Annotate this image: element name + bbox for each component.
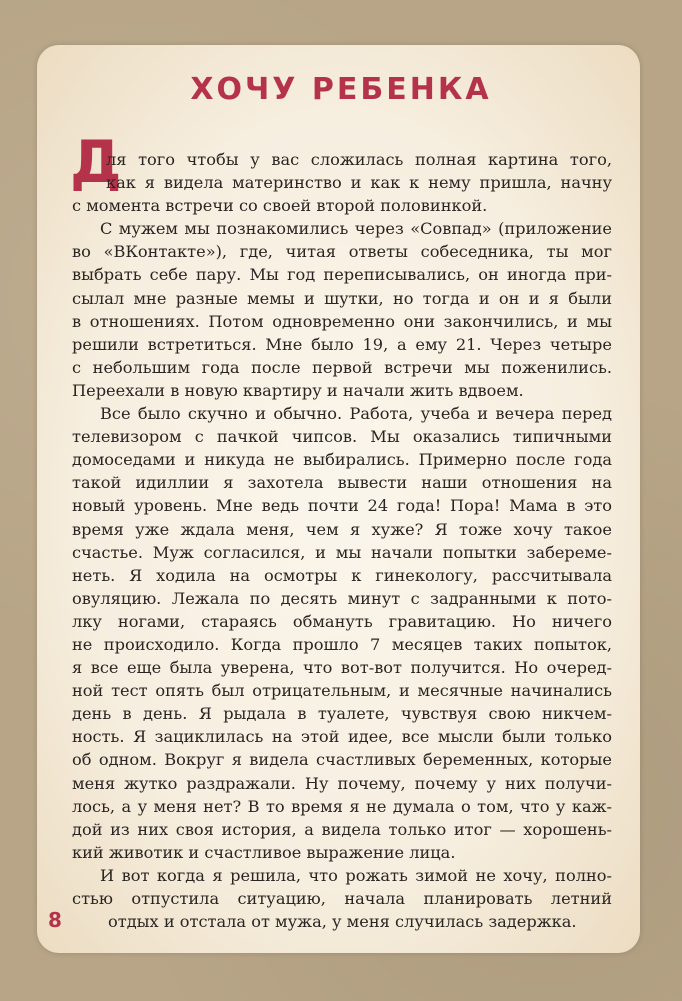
text-line: стью отпустила ситуацию, начала планировать летний — [72, 889, 612, 908]
text-line: такой идиллии я захотела вывести наши отношения на — [72, 473, 612, 493]
text-line: И вот когда я решила, что рожать зимой не хочу, полно- — [100, 865, 612, 885]
text-line: лось, а у меня нет? В то время я не думала о том, что у каж- — [72, 796, 612, 816]
text-line: неть. Я ходила на осмотры к гинекологу, рассчитывала — [72, 565, 612, 585]
text-line: с момента встречи со своей второй половинкой. — [72, 196, 488, 216]
text-line: во «ВКонтакте»), где, читая ответы собеседника, ты мог — [72, 242, 612, 262]
text-line: я все еще была уверена, что вот-вот получится. Но очеред- — [72, 658, 612, 678]
text-line: ность. Я зациклилась на этой идее, все мысли были только — [72, 727, 612, 747]
text-line: время уже ждала меня, чем я хуже? Я тоже хочу такое — [72, 519, 612, 539]
page-number: 8 — [48, 908, 62, 932]
text-line: об одном. Вокруг я видела счастливых беременных, которые — [72, 750, 612, 770]
body-text — [72, 148, 612, 933]
text-line: кий животик и счастливое выражение лица. — [72, 842, 456, 862]
text-line: овуляцию. Лежала по десять минут с задранными к пото- — [72, 588, 612, 608]
text-line: ля того чтобы у вас сложилась полная картина того, — [106, 150, 612, 169]
drop-cap: Д — [70, 128, 122, 196]
text-line: новый уровень. Мне ведь почти 24 года! Пора! Мама в это — [72, 496, 612, 516]
chapter-title: ХОЧУ РЕБЕНКА — [190, 72, 492, 107]
text-line: Все было скучно и обычно. Работа, учеба и вечера перед — [100, 404, 612, 424]
text-line: выбрать себе пару. Мы год переписывались, он иногда при- — [72, 265, 612, 285]
text-line: Переехали в новую квартиру и начали жить вдвоем. — [72, 380, 524, 400]
text-line: дой из них своя история, а видела только итог — хорошень- — [72, 819, 612, 839]
text-line: с небольшим года после первой встречи мы поженились. — [72, 357, 612, 377]
text-line: телевизором с пачкой чипсов. Мы оказались типичными — [72, 427, 612, 447]
text-line: не происходило. Когда прошло 7 месяцев таких попыток, — [72, 634, 612, 654]
text-line: в отношениях. Потом одновременно они закончились, и мы — [72, 311, 612, 331]
text-line: день в день. Я рыдала в туалете, чувствуя свою никчем- — [72, 704, 612, 724]
text-line: сылал мне разные мемы и шутки, но тогда и он и я были — [72, 288, 612, 308]
text-line: отдых и отстала от мужа, у меня случилась задержка. — [108, 912, 577, 932]
text-line: как я видела материнство и как к нему пришла, начну — [106, 173, 612, 193]
text-line: счастье. Муж согласился, и мы начали попытки забереме- — [72, 542, 612, 562]
text-line: домоседами и никуда не выбирались. Примерно после года — [72, 450, 612, 470]
text-line: решили встретиться. Мне было 19, а ему 21. Через четыре — [72, 334, 612, 354]
text-line: меня жутко раздражали. Ну почему, почему у них получи- — [72, 773, 612, 793]
text-line: лку ногами, стараясь обмануть гравитацию. Но ничего — [72, 611, 612, 631]
text-line: С мужем мы познакомились через «Совпад» (приложение — [100, 219, 612, 239]
text-line: ной тест опять был отрицательным, и месячные начинались — [72, 681, 612, 701]
